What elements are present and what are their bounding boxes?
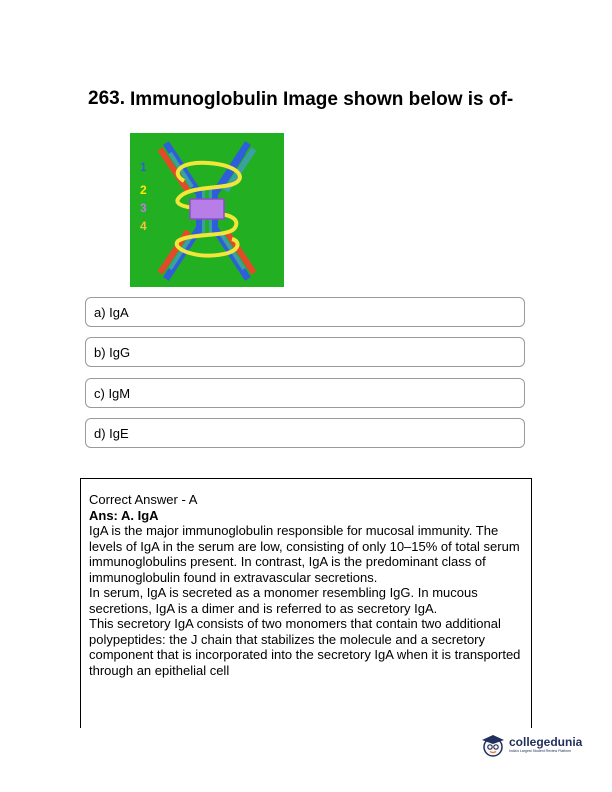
immunoglobulin-diagram	[130, 133, 284, 287]
explanation-paragraph-2: In serum, IgA is secreted as a monomer resembling IgG. In mucous secretions, IgA is a dimer and is referred to as secretory IgA.	[89, 585, 478, 616]
question-text: Immunoglobulin Image shown below is of-	[130, 89, 514, 110]
figure-label-2: 2	[140, 183, 147, 197]
correct-answer: Correct Answer - A	[89, 492, 198, 507]
option-a[interactable]: a) IgA	[85, 297, 525, 327]
immunoglobulin-figure	[130, 133, 284, 287]
logo-tagline: India's Largest Student Review Platform	[509, 749, 572, 753]
figure-label-3: 3	[140, 201, 147, 215]
logo-name: collegedunia	[509, 735, 583, 749]
explanation-paragraph-3: This secretory IgA consists of two monomers that contain two additional polypeptides: the J chain that stabilizes the molecule and a secretory component that is incorporated into the secretory IgA when it is transported through an epithelial cell	[89, 616, 521, 678]
secretory-component	[190, 199, 224, 219]
figure-label-4: 4	[140, 219, 147, 233]
answer-heading: Ans: A. IgA	[89, 507, 159, 523]
graduate-icon	[480, 732, 506, 758]
figure-label-1: 1	[140, 160, 147, 174]
answer-explanation	[80, 478, 532, 728]
option-c[interactable]: c) IgM	[85, 378, 525, 408]
collegedunia-logo	[480, 728, 600, 762]
option-d[interactable]: d) IgE	[85, 418, 525, 448]
explanation-paragraph-1: IgA is the major immunoglobulin responsible for mucosal immunity. The levels of IgA in the serum are low, consisting of only 10–15% of total serum immunoglobulins present. In contrast, IgA is the predominant class of immunoglobulin found in extravascular secretions.	[89, 523, 520, 585]
question-number: 263.	[88, 88, 125, 109]
option-b[interactable]: b) IgG	[85, 337, 525, 367]
